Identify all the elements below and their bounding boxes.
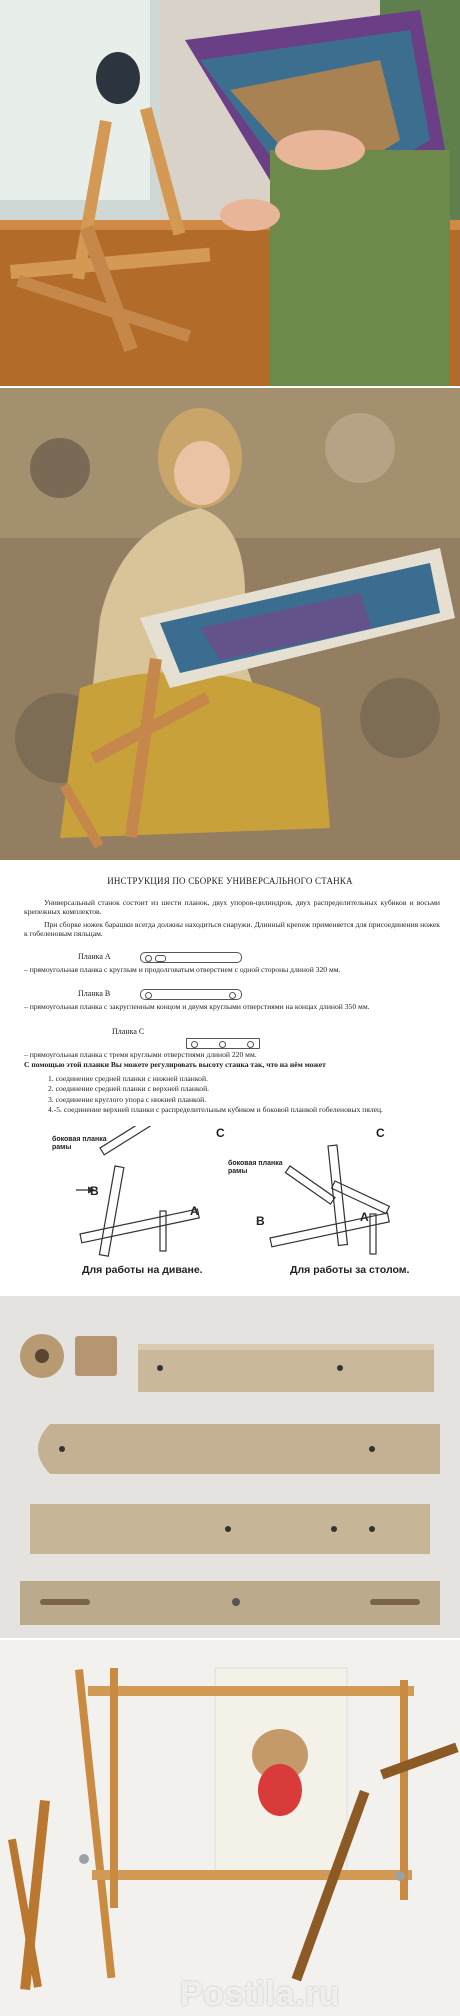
plank-c-shape (186, 1038, 260, 1049)
assembly-step: 1. соединение средней планки с нижней планкой. (48, 1074, 208, 1083)
diagram-table-letter-c: С (376, 1126, 385, 1140)
diagram-table-frame-label: боковая планка рамы (228, 1160, 283, 1175)
plank-c-hole-2 (219, 1041, 226, 1048)
instruction-intro: Универсальный станок состоит из шести планок, двух упоров-цилиндров, двух распределительных кубиков и восьми крепежных комплектов. (24, 898, 440, 917)
photo-assembled-stand (0, 1640, 460, 2016)
instruction-note: При сборке ножек барашки всегда должны находиться снаружи. Длинный крепеж применяется для присоединения ножек к гобеленовым пяльцам. (24, 920, 440, 939)
assembly-step: 3. соединение круглого упора с нижней планкой. (48, 1094, 207, 1104)
assembly-steps (48, 1074, 438, 1116)
plank-b-hole-left (145, 992, 152, 999)
plank-a-hole (145, 955, 152, 962)
instruction-cut-line: С помощью этой планки Вы можете регулировать высоту станка так, что на нём может (24, 1060, 326, 1069)
diagram-table-letter-b: В (256, 1214, 265, 1228)
plank-b-shape (140, 989, 242, 1000)
plank-c-hole-3 (247, 1041, 254, 1048)
photo-parts-image (0, 1296, 460, 1638)
diagram-sofa-frame-label: боковая планка рамы (52, 1136, 107, 1151)
photo-assembled-stand-image (0, 1640, 460, 2016)
diagram-sofa-letter-c: С (216, 1126, 225, 1140)
photo-table-embroidery (0, 0, 460, 386)
plank-a-slot (155, 955, 166, 962)
plank-b-label: Планка В (78, 989, 111, 998)
plank-b-desc: – прямоугольная планка с закругленным концом и двумя круглыми отверстиями на концах длиной 350 мм. (24, 1002, 370, 1011)
instruction-title: ИНСТРУКЦИЯ ПО СБОРКЕ УНИВЕРСАЛЬНОГО СТАНКА (107, 876, 353, 886)
diagram-table (250, 1126, 410, 1266)
photo-table-embroidery-image (0, 0, 460, 386)
photo-parts (0, 1296, 460, 1638)
plank-a-label: Планка А (78, 952, 111, 961)
plank-a-desc: – прямоугольная планка с круглым и продолговатым отверстием с одной стороны длиной 320 мм. (24, 965, 341, 974)
postila-watermark: Postila.ru (180, 1975, 340, 2013)
diagram-table-caption: Для работы за столом. (290, 1264, 410, 1276)
instruction-sheet (0, 864, 460, 1292)
plank-c-desc: – прямоугольная планка с тремя круглыми отверстиями длиной 220 мм. (24, 1050, 257, 1059)
photo-sofa-embroidery (0, 388, 460, 860)
assembly-step: 4.-5. соединение верхней планки с распределительным кубиком и боковой планкой гобеленовых пялец. (48, 1105, 383, 1115)
plank-b-hole-right (229, 992, 236, 999)
assembly-step: 2. соединение средней планки с верхней планкой. (48, 1084, 210, 1094)
diagram-sofa-letter-b: В (90, 1184, 99, 1198)
photo-sofa-embroidery-image (0, 388, 460, 860)
diagram-table-letter-a: А (360, 1210, 369, 1224)
diagram-sofa-caption: Для работы на диване. (82, 1264, 203, 1276)
plank-a-shape (140, 952, 242, 963)
plank-c-hole-1 (191, 1041, 198, 1048)
plank-c-label: Планка С (112, 1027, 145, 1036)
diagram-sofa-letter-a: А (190, 1204, 199, 1218)
